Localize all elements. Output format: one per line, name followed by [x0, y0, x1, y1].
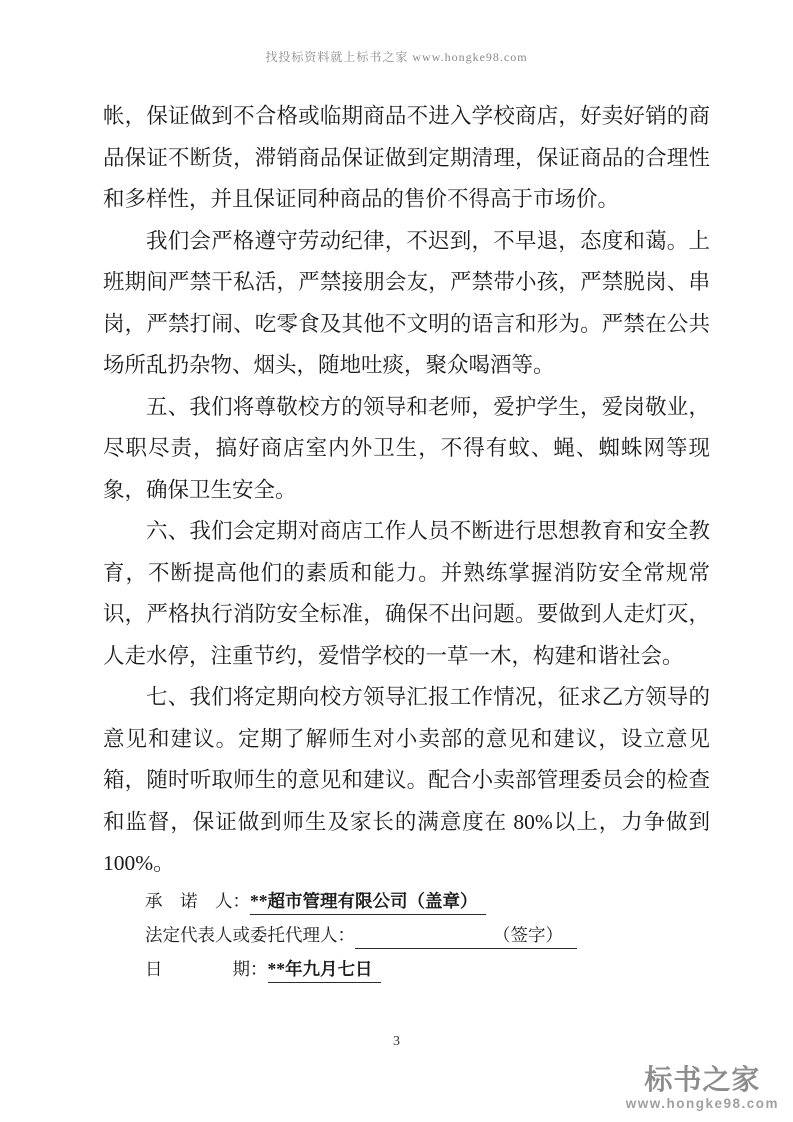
- paragraph-item-seven: 七、我们将定期向校方领导汇报工作情况，征求乙方领导的意见和建议。定期了解师生对小卖部的意见和建议，设立意见箱，随时听取师生的意见和建议。配合小卖部管理委员会的检查和监督，保证做到师生及家长的满意度在 80%以上，力争做到 100%。: [103, 685, 710, 875]
- brand-watermark: [626, 1065, 779, 1112]
- promisor-label: 承 诺 人：: [145, 891, 250, 911]
- paragraph-continuation: 帐，保证做到不合格或临期商品不进入学校商店，好卖好销的商品保证不断货，滞销商品保证做到定期清理，保证商品的合理性和多样性，并且保证同种商品的售价不得高于市场价。: [103, 104, 710, 211]
- signature-row-date: [145, 952, 577, 986]
- document-body: [103, 96, 710, 885]
- sign-here-note: （签字）: [493, 925, 563, 945]
- paragraph-item-six: 六、我们会定期对商店工作人员不断进行思想教育和安全教育，不断提高他们的素质和能力。并熟练掌握消防安全常规常识，严格执行消防安全标准，确保不出问题。要做到人走灯灭，人走水停，注重节约，爱惜学校的一草一木，构建和谐社会。: [103, 519, 710, 668]
- paragraph-discipline: 我们会严格遵守劳动纪律，不迟到，不早退，态度和蔼。上班期间严禁干私活，严禁接朋会友，严禁带小孩，严禁脱岗、串岗，严禁打闹、吃零食及其他不文明的语言和形为。严禁在公共场所乱扔杂物、烟头，随地吐痰，聚众喝酒等。: [103, 228, 710, 377]
- signature-row-promisor: [145, 884, 577, 918]
- promisor-value: **超市管理有限公司（盖章）: [250, 888, 486, 915]
- signature-block: [145, 884, 577, 986]
- representative-label: 法定代表人或委托代理人：: [145, 925, 355, 945]
- date-label: 日 期：: [145, 959, 268, 979]
- signature-row-representative: [145, 918, 577, 952]
- page-number: 3: [393, 1034, 400, 1049]
- date-value: **年九月七日: [268, 956, 381, 983]
- brand-logo-text: 标书之家: [644, 1064, 761, 1095]
- page-header: [0, 48, 793, 65]
- brand-url-text: www.hongke98.com: [625, 1096, 779, 1111]
- header-watermark-text: 找投标资料就上标书之家 www.hongke98.com: [265, 50, 528, 64]
- paragraph-item-five: 五、我们将尊敬校方的领导和老师，爱护学生，爱岗敬业，尽职尽责，搞好商店室内外卫生，不得有蚊、蝇、蜘蛛网等现象，确保卫生安全。: [103, 394, 710, 502]
- signature-blank-line: [355, 922, 577, 949]
- page-footer: [0, 1034, 793, 1050]
